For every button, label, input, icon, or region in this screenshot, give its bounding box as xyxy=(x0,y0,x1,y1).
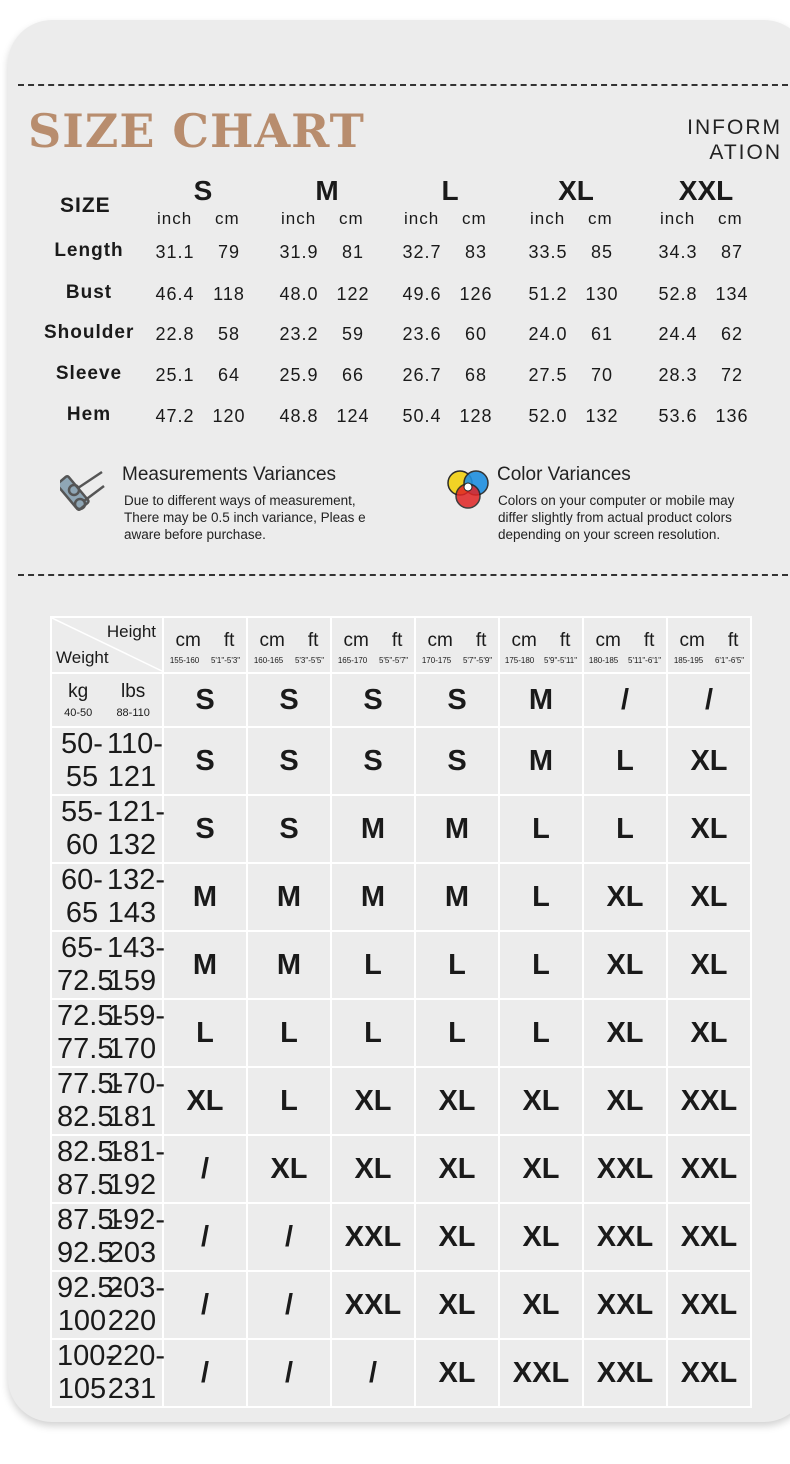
recommended-size-cell: S xyxy=(415,673,499,727)
weight-kg-range: 55-60 xyxy=(61,796,103,861)
measurement-cm-value: 122 xyxy=(336,284,370,304)
unit-ft: ft xyxy=(559,629,571,651)
measurement-variance-title: Measurements Variances xyxy=(122,464,337,485)
weight-lbs-range: 132-143 xyxy=(107,864,166,929)
weight-range-cell xyxy=(51,673,163,727)
measurement-inch-value: 50.4 xyxy=(402,406,442,426)
unit-ft: ft xyxy=(475,629,487,651)
height-cm-range: 180-185 xyxy=(588,655,619,665)
recommended-size-cell: XXL xyxy=(583,1203,667,1271)
height-ft-range: 5'5"-5'7" xyxy=(378,655,409,665)
grid-header-row xyxy=(51,617,751,673)
size-header-xl: XL xyxy=(558,175,594,206)
recommended-size-cell: XXL xyxy=(331,1203,415,1271)
height-ft-range: 6'1"-6'5" xyxy=(714,655,745,665)
recommended-size-cell: / xyxy=(247,1271,331,1339)
unit-cm: cm xyxy=(339,209,364,228)
measurement-cm-value: 59 xyxy=(341,324,365,344)
weight-lbs-range: 121-132 xyxy=(107,796,166,861)
measurement-inch-value: 33.5 xyxy=(528,242,568,262)
recommended-size-cell: XL xyxy=(667,795,751,863)
recommended-size-cell: / xyxy=(247,1339,331,1407)
measurement-label-shoulder: Shoulder xyxy=(44,322,135,343)
weight-kg-range: 60-65 xyxy=(61,864,103,929)
recommended-size-cell: XL xyxy=(583,999,667,1067)
unit-cm: cm xyxy=(427,629,453,651)
recommended-size-cell: / xyxy=(163,1135,247,1203)
recommended-size-cell: / xyxy=(163,1271,247,1339)
recommended-size-cell: XL xyxy=(247,1135,331,1203)
recommended-size-cell: S xyxy=(415,727,499,795)
measurement-cm-value: 58 xyxy=(217,324,241,344)
weight-lbs-range: 143-159 xyxy=(107,932,166,997)
measurement-inch-value: 27.5 xyxy=(528,365,568,385)
measurement-inch-value: 48.8 xyxy=(279,406,319,426)
height-range-header xyxy=(331,617,415,673)
measurement-inch-value: 26.7 xyxy=(402,365,442,385)
recommended-size-cell: XL xyxy=(415,1271,499,1339)
measurement-variance-text xyxy=(124,492,366,543)
recommended-size-cell: XXL xyxy=(583,1339,667,1407)
unit-inch: inch xyxy=(157,209,193,228)
measurement-inch-value: 52.0 xyxy=(528,406,568,426)
measurement-label-hem: Hem xyxy=(66,404,112,425)
recommended-size-cell: XL xyxy=(583,863,667,931)
recommended-size-cell: XL xyxy=(163,1067,247,1135)
color-variance-title: Color Variances xyxy=(497,464,631,485)
unit-cm: cm xyxy=(175,629,201,651)
unit-cm: cm xyxy=(215,209,240,228)
recommended-size-cell: XL xyxy=(583,931,667,999)
recommended-size-cell: S xyxy=(331,727,415,795)
measurement-label-length: Length xyxy=(54,240,124,261)
unit-kg: kg xyxy=(68,681,89,702)
unit-ft: ft xyxy=(643,629,655,651)
recommended-size-cell: S xyxy=(247,727,331,795)
weight-lbs-range: 159-170 xyxy=(107,1000,166,1065)
note-line: There may be 0.5 inch variance, Pleas e xyxy=(124,510,366,525)
unit-ft: ft xyxy=(307,629,319,651)
recommended-size-cell: M xyxy=(415,863,499,931)
recommended-size-cell: M xyxy=(415,795,499,863)
measurement-cm-value: 132 xyxy=(585,406,619,426)
measurement-inch-value: 24.4 xyxy=(658,324,698,344)
recommended-size-cell: XL xyxy=(331,1067,415,1135)
information-label-line: ATION xyxy=(709,141,782,164)
height-cm-range: 165-170 xyxy=(337,655,368,665)
measurement-cm-value: 130 xyxy=(585,284,619,304)
measurement-inch-value: 34.3 xyxy=(658,242,698,262)
recommended-size-cell: S xyxy=(247,673,331,727)
grid-row xyxy=(51,727,751,795)
grid-row xyxy=(51,673,751,727)
measurement-cm-value: 134 xyxy=(715,284,749,304)
height-range-header xyxy=(415,617,499,673)
grid-row xyxy=(51,999,751,1067)
measurement-inch-value: 31.1 xyxy=(155,242,195,262)
color-variance-text xyxy=(498,492,734,543)
weight-kg-range: 100-105 xyxy=(57,1340,116,1405)
recommended-size-cell: XXL xyxy=(667,1067,751,1135)
recommended-size-cell: XL xyxy=(415,1203,499,1271)
measurement-cm-value: 126 xyxy=(459,284,493,304)
measurement-inch-value: 28.3 xyxy=(658,365,698,385)
recommended-size-cell: L xyxy=(499,999,583,1067)
grid-corner-cell xyxy=(51,617,163,673)
recommended-size-cell: M xyxy=(499,673,583,727)
height-range-header xyxy=(583,617,667,673)
recommended-size-cell: XXL xyxy=(667,1203,751,1271)
unit-lbs: lbs xyxy=(121,681,146,702)
height-ft-range: 5'1"-5'3" xyxy=(210,655,241,665)
recommended-size-cell: XL xyxy=(667,863,751,931)
information-label xyxy=(662,115,782,165)
measurement-inch-value: 53.6 xyxy=(658,406,698,426)
unit-cm: cm xyxy=(718,209,743,228)
height-cm-range: 175-180 xyxy=(504,655,535,665)
recommended-size-cell: S xyxy=(163,673,247,727)
measurement-inch-value: 32.7 xyxy=(402,242,442,262)
weight-lbs-range: 192-203 xyxy=(107,1204,166,1269)
weight-lbs-range: 220-231 xyxy=(107,1340,166,1405)
recommended-size-cell: XXL xyxy=(667,1271,751,1339)
unit-ft: ft xyxy=(223,629,235,651)
page-title: SIZE CHART xyxy=(28,104,365,158)
recommended-size-cell: L xyxy=(499,863,583,931)
height-axis-label: Height xyxy=(106,622,156,641)
recommended-size-cell: M xyxy=(163,931,247,999)
measurement-inch-value: 23.6 xyxy=(402,324,442,344)
unit-cm: cm xyxy=(595,629,621,651)
recommended-size-cell: M xyxy=(331,795,415,863)
recommended-size-cell: L xyxy=(415,931,499,999)
recommended-size-cell: M xyxy=(163,863,247,931)
recommended-size-cell: L xyxy=(163,999,247,1067)
weight-range-cell xyxy=(51,727,163,795)
measurement-inch-value: 49.6 xyxy=(402,284,442,304)
ruler-scissors-icon xyxy=(60,468,110,523)
weight-kg-range: 65-72.5 xyxy=(57,932,114,997)
recommended-size-cell: M xyxy=(499,727,583,795)
size-row-label: SIZE xyxy=(60,194,111,217)
recommended-size-cell: XL xyxy=(499,1203,583,1271)
note-line: differ slightly from actual product colors xyxy=(498,510,732,525)
recommended-size-cell: XL xyxy=(667,999,751,1067)
weight-kg-range: 87.5-92.5 xyxy=(57,1204,124,1269)
size-header-l: L xyxy=(441,175,459,206)
recommended-size-cell: XL xyxy=(499,1271,583,1339)
recommended-size-cell: XL xyxy=(415,1339,499,1407)
unit-inch: inch xyxy=(281,209,317,228)
measurement-cm-value: 62 xyxy=(720,324,744,344)
note-line: aware before purchase. xyxy=(124,527,266,542)
recommended-size-cell: L xyxy=(331,999,415,1067)
measurement-inch-value: 25.9 xyxy=(279,365,319,385)
height-cm-range: 155-160 xyxy=(169,655,200,665)
recommended-size-cell: S xyxy=(331,673,415,727)
weight-kg-range: 40-50 xyxy=(64,707,93,719)
height-cm-range: 185-195 xyxy=(673,655,704,665)
recommended-size-cell: M xyxy=(247,931,331,999)
weight-range-cell xyxy=(51,931,166,999)
measurement-cm-value: 68 xyxy=(464,365,488,385)
weight-kg-range: 50-55 xyxy=(61,728,103,793)
unit-ft: ft xyxy=(391,629,403,651)
weight-kg-range: 92.5-100 xyxy=(57,1272,124,1337)
measurement-cm-value: 72 xyxy=(720,365,744,385)
recommended-size-cell: L xyxy=(247,1067,331,1135)
measurement-inch-value: 31.9 xyxy=(279,242,319,262)
weight-kg-range: 82.5-87.5 xyxy=(57,1136,124,1201)
measurement-inch-value: 22.8 xyxy=(155,324,195,344)
weight-lbs-range: 110-121 xyxy=(107,728,163,793)
unit-cm: cm xyxy=(588,209,613,228)
weight-lbs-range: 88-110 xyxy=(116,707,150,719)
measurement-cm-value: 66 xyxy=(341,365,365,385)
measurement-inch-value: 25.1 xyxy=(155,365,195,385)
recommended-size-cell: XL xyxy=(667,931,751,999)
recommended-size-cell: / xyxy=(667,673,751,727)
recommended-size-cell: XXL xyxy=(667,1135,751,1203)
measurement-cm-value: 64 xyxy=(217,365,241,385)
recommended-size-cell: L xyxy=(415,999,499,1067)
unit-cm: cm xyxy=(511,629,537,651)
height-ft-range: 5'7"-5'9" xyxy=(462,655,493,665)
divider-top xyxy=(18,84,788,86)
measurement-cm-value: 136 xyxy=(715,406,749,426)
measurement-cm-value: 60 xyxy=(464,324,488,344)
recommended-size-cell: L xyxy=(499,931,583,999)
recommended-size-cell: L xyxy=(247,999,331,1067)
measurement-cm-value: 120 xyxy=(212,406,246,426)
measurement-inch-value: 48.0 xyxy=(279,284,319,304)
recommended-size-cell: XXL xyxy=(667,1339,751,1407)
recommended-size-cell: XL xyxy=(583,1067,667,1135)
grid-row xyxy=(51,795,751,863)
size-header-m: M xyxy=(315,175,339,206)
unit-cm: cm xyxy=(259,629,285,651)
size-header-s: S xyxy=(193,175,213,206)
measurement-cm-value: 83 xyxy=(464,242,488,262)
weight-kg-range: 77.5-82.5 xyxy=(57,1068,124,1133)
measurement-label-sleeve: Sleeve xyxy=(55,363,123,384)
grid-row xyxy=(51,931,751,999)
recommended-size-cell: XXL xyxy=(583,1135,667,1203)
height-cm-range: 170-175 xyxy=(421,655,452,665)
divider-middle xyxy=(18,574,788,576)
measurement-inch-value: 52.8 xyxy=(658,284,698,304)
recommended-size-cell: L xyxy=(331,931,415,999)
height-range-header xyxy=(667,617,751,673)
recommended-size-cell: S xyxy=(247,795,331,863)
height-ft-range: 5'3"-5'5" xyxy=(294,655,325,665)
height-cm-range: 160-165 xyxy=(253,655,284,665)
measurement-inch-value: 24.0 xyxy=(528,324,568,344)
unit-inch: inch xyxy=(530,209,566,228)
measurement-inch-value: 47.2 xyxy=(155,406,195,426)
height-weight-size-grid xyxy=(50,616,752,1408)
height-ft-range: 5'9"-5'11" xyxy=(544,655,578,665)
unit-cm: cm xyxy=(462,209,487,228)
recommended-size-cell: XL xyxy=(667,727,751,795)
measurement-cm-value: 61 xyxy=(590,324,614,344)
measurement-cm-value: 87 xyxy=(720,242,744,262)
weight-range-cell xyxy=(51,1339,166,1407)
unit-cm: cm xyxy=(343,629,369,651)
grid-row xyxy=(51,863,751,931)
recommended-size-cell: M xyxy=(247,863,331,931)
weight-lbs-range: 181-192 xyxy=(107,1136,166,1201)
note-line: depending on your screen resolution. xyxy=(498,527,721,542)
recommended-size-cell: M xyxy=(331,863,415,931)
recommended-size-cell: XL xyxy=(415,1067,499,1135)
recommended-size-cell: XXL xyxy=(331,1271,415,1339)
measurement-cm-value: 79 xyxy=(217,242,241,262)
recommended-size-cell: / xyxy=(583,673,667,727)
recommended-size-cell: XXL xyxy=(583,1271,667,1339)
measurement-cm-value: 124 xyxy=(336,406,370,426)
recommended-size-cell: L xyxy=(583,795,667,863)
height-range-header xyxy=(247,617,331,673)
weight-lbs-range: 203-220 xyxy=(107,1272,166,1337)
weight-range-cell xyxy=(51,863,166,931)
recommended-size-cell: L xyxy=(583,727,667,795)
height-ft-range: 5'11"-6'1" xyxy=(628,655,662,665)
measurement-inch-value: 46.4 xyxy=(155,284,195,304)
weight-range-cell xyxy=(51,1067,166,1135)
measurement-label-bust: Bust xyxy=(65,282,113,303)
note-line: Due to different ways of measurement, xyxy=(124,493,356,508)
measurement-cm-value: 85 xyxy=(590,242,614,262)
recommended-size-cell: / xyxy=(331,1339,415,1407)
measurement-cm-value: 70 xyxy=(590,365,614,385)
grid-row xyxy=(51,1135,751,1203)
weight-axis-label: Weight xyxy=(56,648,109,667)
height-range-header xyxy=(163,617,247,673)
measurement-inch-value: 51.2 xyxy=(528,284,568,304)
note-line: Colors on your computer or mobile may xyxy=(498,493,735,508)
measurement-cm-value: 81 xyxy=(341,242,365,262)
measurement-cm-value: 128 xyxy=(459,406,493,426)
recommended-size-cell: / xyxy=(247,1203,331,1271)
weight-range-cell xyxy=(51,1203,166,1271)
recommended-size-cell: / xyxy=(163,1203,247,1271)
recommended-size-cell: L xyxy=(499,795,583,863)
recommended-size-cell: XL xyxy=(499,1067,583,1135)
weight-range-cell xyxy=(51,795,166,863)
weight-range-cell xyxy=(51,1271,166,1339)
recommended-size-cell: S xyxy=(163,727,247,795)
unit-inch: inch xyxy=(660,209,696,228)
information-label-line: INFORM xyxy=(687,116,782,139)
color-wheel-icon xyxy=(444,466,492,519)
grid-row xyxy=(51,1203,751,1271)
measurement-cm-value: 118 xyxy=(213,284,245,304)
grid-row xyxy=(51,1271,751,1339)
recommended-size-cell: XL xyxy=(331,1135,415,1203)
recommended-size-cell: S xyxy=(163,795,247,863)
unit-inch: inch xyxy=(404,209,440,228)
recommended-size-cell: / xyxy=(163,1339,247,1407)
recommended-size-cell: XL xyxy=(499,1135,583,1203)
weight-range-cell xyxy=(51,1135,166,1203)
recommended-size-cell: XL xyxy=(415,1135,499,1203)
measurement-inch-value: 23.2 xyxy=(279,324,319,344)
unit-ft: ft xyxy=(727,629,739,651)
unit-cm: cm xyxy=(679,629,705,651)
grid-row xyxy=(51,1339,751,1407)
weight-kg-range: 72.5-77.5 xyxy=(57,1000,124,1065)
size-header-xxl: XXL xyxy=(678,175,734,206)
grid-row xyxy=(51,1067,751,1135)
height-range-header xyxy=(499,617,583,673)
weight-lbs-range: 170-181 xyxy=(107,1068,166,1133)
recommended-size-cell: XXL xyxy=(499,1339,583,1407)
weight-range-cell xyxy=(51,999,166,1067)
